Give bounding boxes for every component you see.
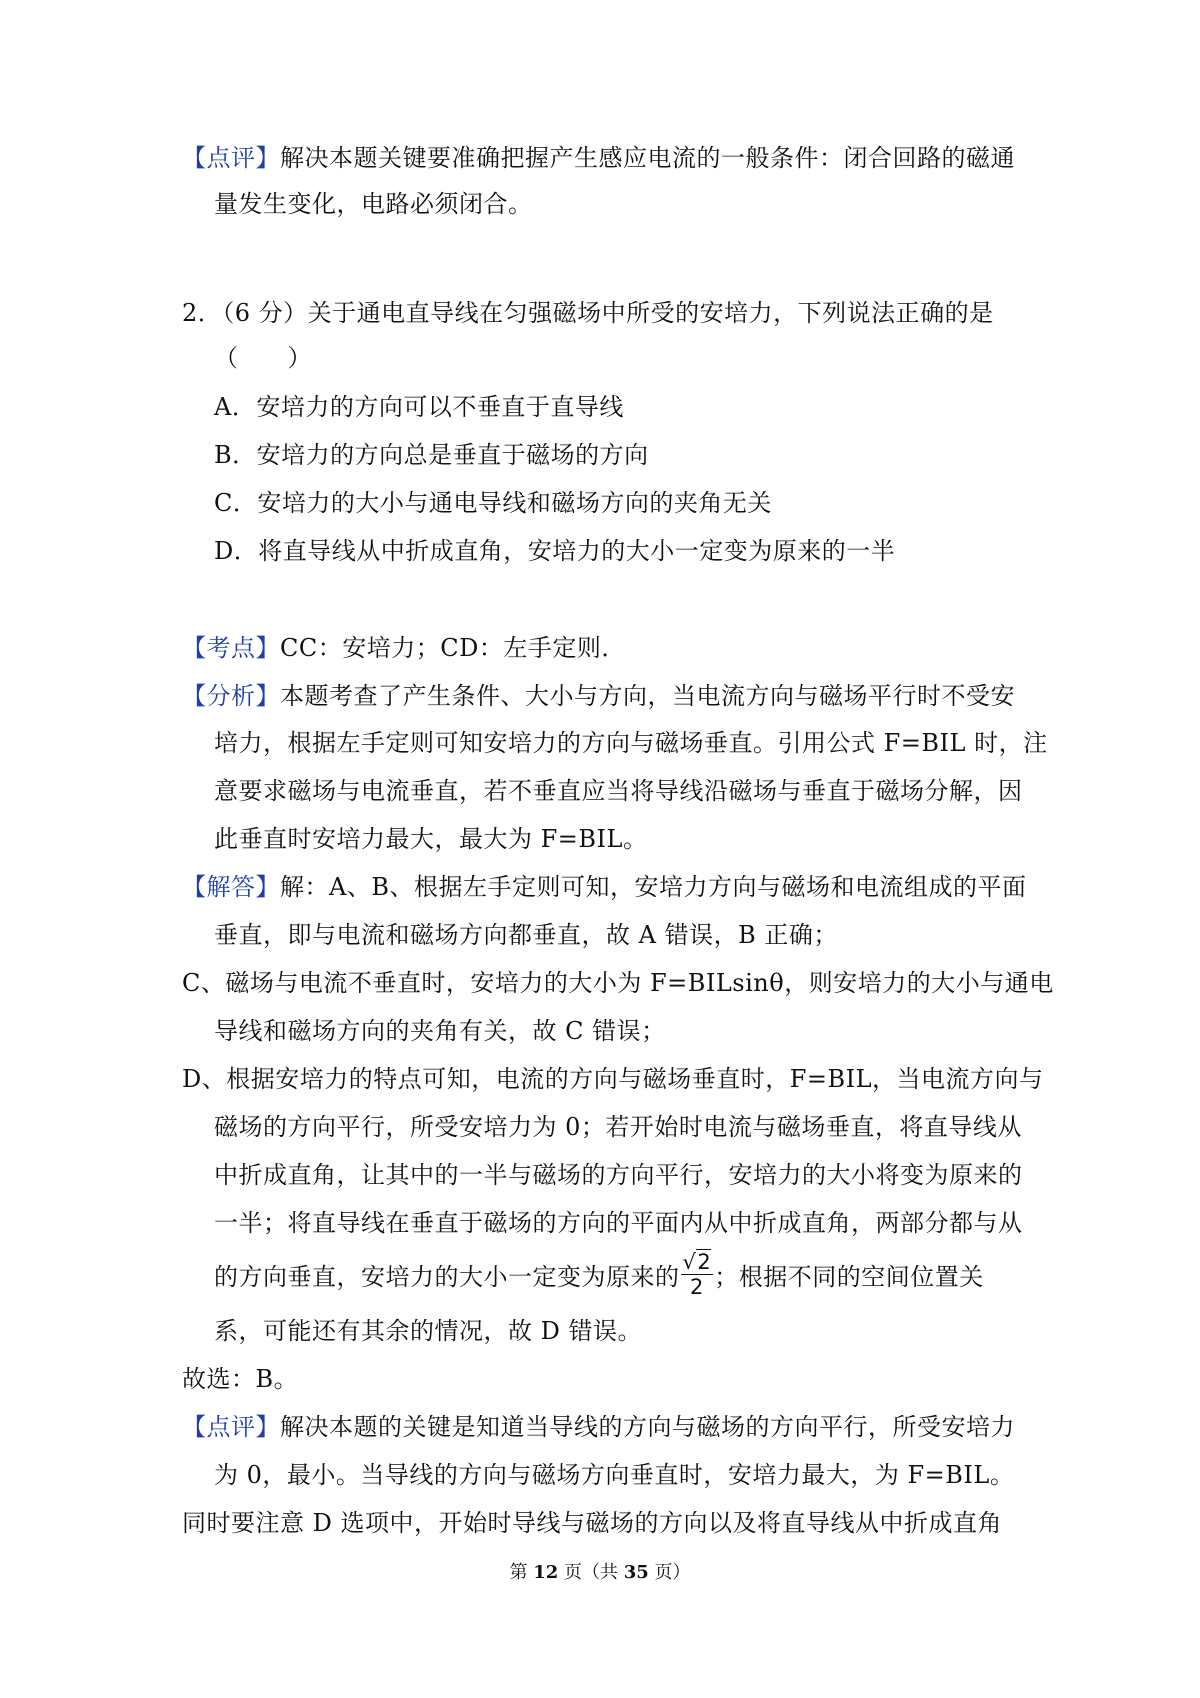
total-pages: 35 [623, 1562, 649, 1583]
option-d: D．将直导线从中折成直角，安培力的大小一定变为原来的一半 [214, 537, 896, 565]
review2-line2: 为 0，最小。当导线的方向与磁场方向垂直时，安培力最大，为 F=BIL。 [214, 1461, 1015, 1489]
jieda-d-line5: 的方向垂直，安培力的大小一定变为原来的 $\frac{√2}{2}$ ；根据不同的空间位置关 [214, 1250, 984, 1299]
fenxi-line3: 意要求磁场与电流垂直，若不垂直应当将导线沿磁场与垂直于磁场分解，因 [214, 777, 1023, 805]
review-tag: 【点评】 [182, 144, 280, 172]
kaodian-tag: 【考点】 [182, 634, 280, 662]
question-blank: （ ） [214, 344, 312, 372]
sqrt-symbol: √ [682, 1250, 697, 1274]
review1-line1: 【点评】解决本题关键要准确把握产生感应电流的一般条件：闭合回路的磁通 [182, 144, 1015, 172]
jieda-tag: 【解答】 [182, 873, 280, 901]
review2-line1: 【点评】解决本题的关键是知道当导线的方向与磁场的方向平行，所受安培力 [182, 1413, 1015, 1441]
fenxi-line2: 培力，根据左手定则可知安培力的方向与磁场垂直。引用公式 F=BIL 时，注 [214, 729, 1048, 757]
review-tag: 【点评】 [182, 1413, 280, 1441]
jieda-ab-line1: 【解答】解：A、B、根据左手定则可知，安培力方向与磁场和电流组成的平面 [182, 873, 1027, 901]
jieda-ab-line2: 垂直，即与电流和磁场方向都垂直，故 A 错误，B 正确； [214, 921, 838, 949]
jieda-d-line1: D、根据安培力的特点可知，电流的方向与磁场垂直时，F=BIL，当电流方向与 [182, 1065, 1044, 1093]
jieda-d-line4: 一半；将直导线在垂直于磁场的方向的平面内从中折成直角，两部分都与从 [214, 1209, 1023, 1237]
kaodian-line: 【考点】CC：安培力；CD：左手定则． [182, 634, 626, 662]
fenxi-line4: 此垂直时安培力最大，最大为 F=BIL。 [214, 825, 648, 853]
answer-line: 故选：B。 [182, 1365, 299, 1393]
option-c: C．安培力的大小与通电导线和磁场方向的夹角无关 [214, 489, 772, 517]
question-stem: 2．（6 分）关于通电直导线在匀强磁场中所受的安培力，下列说法正确的是 [182, 299, 994, 327]
fenxi-tag: 【分析】 [182, 682, 280, 710]
page-number: 12 [533, 1562, 559, 1583]
review2-line3: 同时要注意 D 选项中，开始时导线与磁场的方向以及将直导线从中折成直角 [182, 1509, 1002, 1537]
jieda-d-line3: 中折成直角，让其中的一半与磁场的方向平行，安培力的大小将变为原来的 [214, 1161, 1023, 1189]
jieda-d-line2: 磁场的方向平行，所受安培力为 0；若开始时电流与磁场垂直，将直导线从 [214, 1113, 1022, 1141]
option-b: B．安培力的方向总是垂直于磁场的方向 [214, 441, 649, 469]
option-a: A．安培力的方向可以不垂直于直导线 [214, 393, 624, 421]
jieda-c-line1: C、磁场与电流不垂直时，安培力的大小为 F=BILsinθ，则安培力的大小与通电 [182, 969, 1054, 997]
jieda-d-line6: 系，可能还有其余的情况，故 D 错误。 [214, 1317, 642, 1345]
sqrt2-over-2-fraction: $\frac{√2}{2}$ [682, 1250, 712, 1299]
fenxi-line1: 【分析】本题考查了产生条件、大小与方向，当电流方向与磁场平行时不受安 [182, 682, 1015, 710]
jieda-c-line2: 导线和磁场方向的夹角有关，故 C 错误； [214, 1017, 666, 1045]
review1-line2: 量发生变化，电路必须闭合。 [214, 190, 533, 218]
page-footer: 第 12 页（共 35 页） [509, 1562, 691, 1583]
